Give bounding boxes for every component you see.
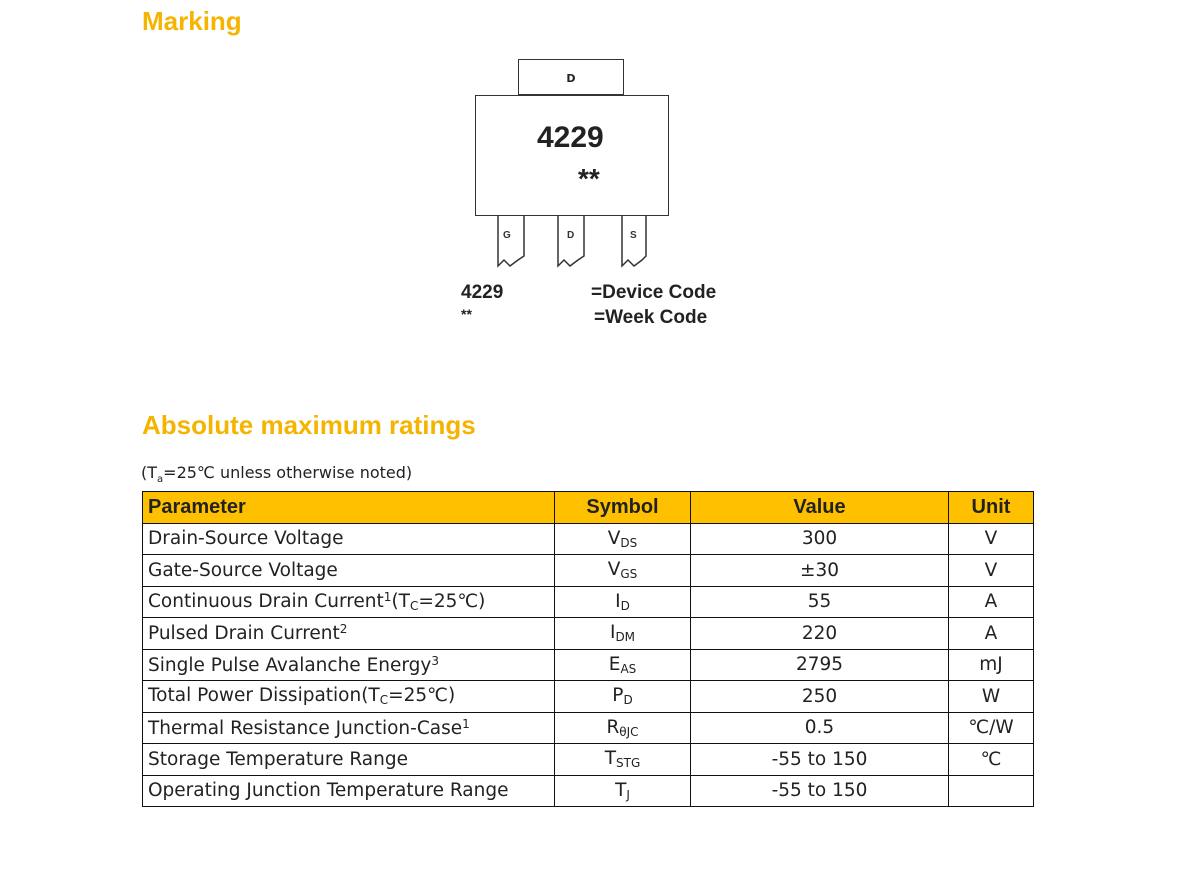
unit-cell: ℃/W	[949, 712, 1034, 744]
condition-note	[141, 463, 412, 485]
table-row	[143, 744, 1034, 776]
unit-cell: V	[949, 523, 1034, 555]
value-cell: -55 to 150	[691, 775, 949, 807]
legend-code-device: 4229	[461, 282, 504, 303]
symbol-cell: $V_{DS}$	[555, 523, 691, 555]
legend-code-week: **	[461, 306, 472, 322]
pin-label-d: D	[567, 230, 575, 241]
table-row	[143, 555, 1034, 587]
table-header-row	[143, 492, 1034, 524]
note-sub: a	[157, 474, 164, 486]
package-pins	[490, 216, 660, 272]
value-cell: -55 to 150	[691, 744, 949, 776]
param-cell: Pulsed Drain Current$^2$	[143, 618, 555, 650]
value-cell: 250	[691, 681, 949, 713]
unit-cell: A	[949, 618, 1034, 650]
table-row	[143, 712, 1034, 744]
legend-desc-week: =Week Code	[594, 307, 708, 328]
header-unit: Unit	[949, 492, 1034, 524]
param-cell: Total Power Dissipation(TC=25℃)	[143, 681, 555, 713]
marking-title: Marking	[142, 6, 242, 36]
table-row	[143, 523, 1034, 555]
symbol-cell: $E_{AS}$	[555, 649, 691, 681]
device-code-mark: 4229	[537, 121, 604, 154]
value-cell: 300	[691, 523, 949, 555]
symbol-cell: $I_D$	[555, 586, 691, 618]
symbol-cell: $T_{STG}$	[555, 744, 691, 776]
symbol-cell: $V_{GS}$	[555, 555, 691, 587]
pin-s-shape	[622, 216, 646, 266]
pin-label-s: S	[630, 230, 637, 241]
symbol-cell: $R_{\theta JC}$	[555, 712, 691, 744]
value-cell: 0.5	[691, 712, 949, 744]
value-cell: 55	[691, 586, 949, 618]
table-row	[143, 775, 1034, 807]
symbol-cell: $T_J$	[555, 775, 691, 807]
param-cell: Single Pulse Avalanche Energy$^3$	[143, 649, 555, 681]
param-cell: Drain-Source Voltage	[143, 523, 555, 555]
value-cell: 220	[691, 618, 949, 650]
table-row	[143, 649, 1034, 681]
value-cell: 2795	[691, 649, 949, 681]
symbol-cell: $P_D$	[555, 681, 691, 713]
table-row	[143, 618, 1034, 650]
unit-cell: V	[949, 555, 1034, 587]
param-cell: Operating Junction Temperature Range	[143, 775, 555, 807]
symbol-cell: $I_{DM}$	[555, 618, 691, 650]
header-parameter: Parameter	[143, 492, 555, 524]
legend-desc-device: =Device Code	[591, 282, 717, 303]
note-suffix: =25℃ unless otherwise noted)	[163, 463, 413, 482]
week-code-mark: **	[578, 163, 600, 194]
absolute-max-ratings-title: Absolute maximum ratings	[142, 410, 476, 440]
tab-label: D	[566, 72, 576, 85]
pin-g-shape	[498, 216, 524, 266]
ratings-table	[142, 491, 1034, 807]
param-cell: Thermal Resistance Junction-Case$^1$	[143, 712, 555, 744]
unit-cell: A	[949, 586, 1034, 618]
table-row	[143, 681, 1034, 713]
header-value: Value	[691, 492, 949, 524]
package-tab	[518, 59, 624, 95]
pin-d-shape	[558, 216, 584, 266]
package-body	[475, 95, 669, 216]
param-cell: Storage Temperature Range	[143, 744, 555, 776]
param-cell: Continuous Drain Current$^1$(TC=25℃)	[143, 586, 555, 618]
param-cell: Gate-Source Voltage	[143, 555, 555, 587]
unit-cell: W	[949, 681, 1034, 713]
unit-cell: mJ	[949, 649, 1034, 681]
unit-cell: ℃	[949, 744, 1034, 776]
table-row	[143, 586, 1034, 618]
value-cell: ±30	[691, 555, 949, 587]
note-prefix: (T	[141, 463, 158, 482]
pin-label-g: G	[503, 230, 511, 241]
unit-cell	[949, 775, 1034, 807]
header-symbol: Symbol	[555, 492, 691, 524]
